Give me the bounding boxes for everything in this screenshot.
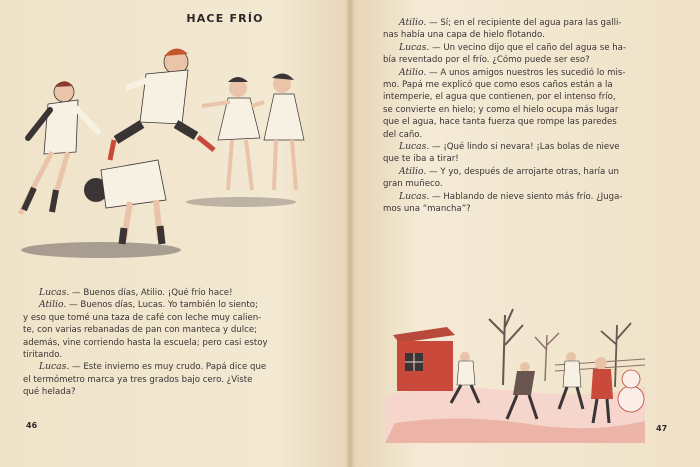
line-text: — Sí; en el recipiente del agua para las galli- xyxy=(426,18,622,28)
line-text: del caño. xyxy=(383,129,423,140)
speaker-name: Lucas. xyxy=(399,41,430,53)
text-line xyxy=(383,129,673,141)
text-line xyxy=(383,178,673,190)
text-line xyxy=(383,79,673,91)
line-text: se convierte en hielo; y como el hielo ocupa más lugar xyxy=(383,104,619,115)
text-line xyxy=(23,349,327,361)
speaker-name: Atilio. xyxy=(399,17,427,28)
line-text: que el agua, hace tanta fuerza que rompe las paredes xyxy=(383,117,617,128)
speaker-name: Atilio. xyxy=(399,165,427,177)
text-line xyxy=(383,29,673,41)
text-line xyxy=(383,67,673,79)
speaker-name: Lucas. xyxy=(399,141,430,153)
page-number-left: 46 xyxy=(26,421,38,430)
line-text: — ¡Qué lindo si nevara! ¡Las bolas de nieve xyxy=(429,142,620,153)
line-text: y eso que tomé una taza de café con leche muy calien- xyxy=(23,312,262,323)
line-text: — Un vecino dijo que el caño del agua se ha- xyxy=(429,42,627,53)
line-text: mo. Papá me explicó que como esos caños están a la xyxy=(383,80,613,91)
text-line xyxy=(383,166,673,178)
line-text: intemperie, el agua que contienen, por el intenso frío, xyxy=(383,92,616,103)
line-text: tiritando. xyxy=(23,350,63,361)
line-text: te, con varias rebanadas de pan con manteca y dulce; xyxy=(23,325,258,336)
text-line xyxy=(23,374,327,386)
speaker-name: Lucas. xyxy=(39,361,70,373)
text-line xyxy=(23,287,327,299)
line-text: bía reventado por el frío. ¿Cómo puede ser eso? xyxy=(383,55,590,66)
text-line xyxy=(383,141,673,153)
speaker-name: Lucas. xyxy=(399,190,430,202)
line-text: que te iba a tirar! xyxy=(383,154,459,165)
line-text: nas había una capa de hielo flotando. xyxy=(383,30,545,41)
line-text: — A unos amigos nuestros les sucedió lo mis- xyxy=(426,67,626,78)
speaker-name: Lucas. xyxy=(39,287,70,298)
text-line xyxy=(23,337,327,349)
text-line xyxy=(23,312,327,324)
line-text: además, vine corriendo hasta la escuela; pero casi estoy xyxy=(23,337,268,348)
left-page-dialogue xyxy=(23,287,327,399)
page-number-right: 47 xyxy=(656,424,668,433)
text-line xyxy=(383,42,673,54)
text-line xyxy=(383,17,673,29)
text-line xyxy=(383,104,673,116)
line-text: mos una “mancha”? xyxy=(383,204,471,215)
text-line xyxy=(383,153,673,165)
line-text: qué helada? xyxy=(23,387,76,398)
line-text: — Buenos días, Atilio. ¡Qué frío hace! xyxy=(69,288,233,298)
children-playing-illustration xyxy=(6,40,306,270)
right-page-dialogue xyxy=(383,17,673,216)
text-line xyxy=(383,116,673,128)
text-line xyxy=(23,299,327,311)
text-line xyxy=(23,324,327,336)
page-title: HACE FRÍO xyxy=(186,12,264,25)
line-text: — Y yo, después de arrojarte otras, haría un xyxy=(426,166,619,177)
line-text: — Hablando de nieve siento más frío. ¿Juga- xyxy=(429,191,623,202)
text-line xyxy=(23,386,327,398)
text-line xyxy=(383,91,673,103)
right-page xyxy=(351,0,700,467)
speaker-name: Atilio. xyxy=(39,299,67,311)
text-line xyxy=(23,361,327,373)
text-line xyxy=(383,54,673,66)
text-line xyxy=(383,191,673,203)
snow-play-illustration xyxy=(385,295,645,443)
line-text: el termómetro marca ya tres grados bajo cero. ¿Viste xyxy=(23,374,253,385)
line-text: gran muñeco. xyxy=(383,179,443,190)
text-line xyxy=(383,203,673,215)
speaker-name: Atilio. xyxy=(399,66,427,78)
line-text: — Buenos días, Lucas. Yo también lo siento; xyxy=(66,300,258,311)
line-text: — Este invierno es muy crudo. Papá dice que xyxy=(69,362,267,373)
